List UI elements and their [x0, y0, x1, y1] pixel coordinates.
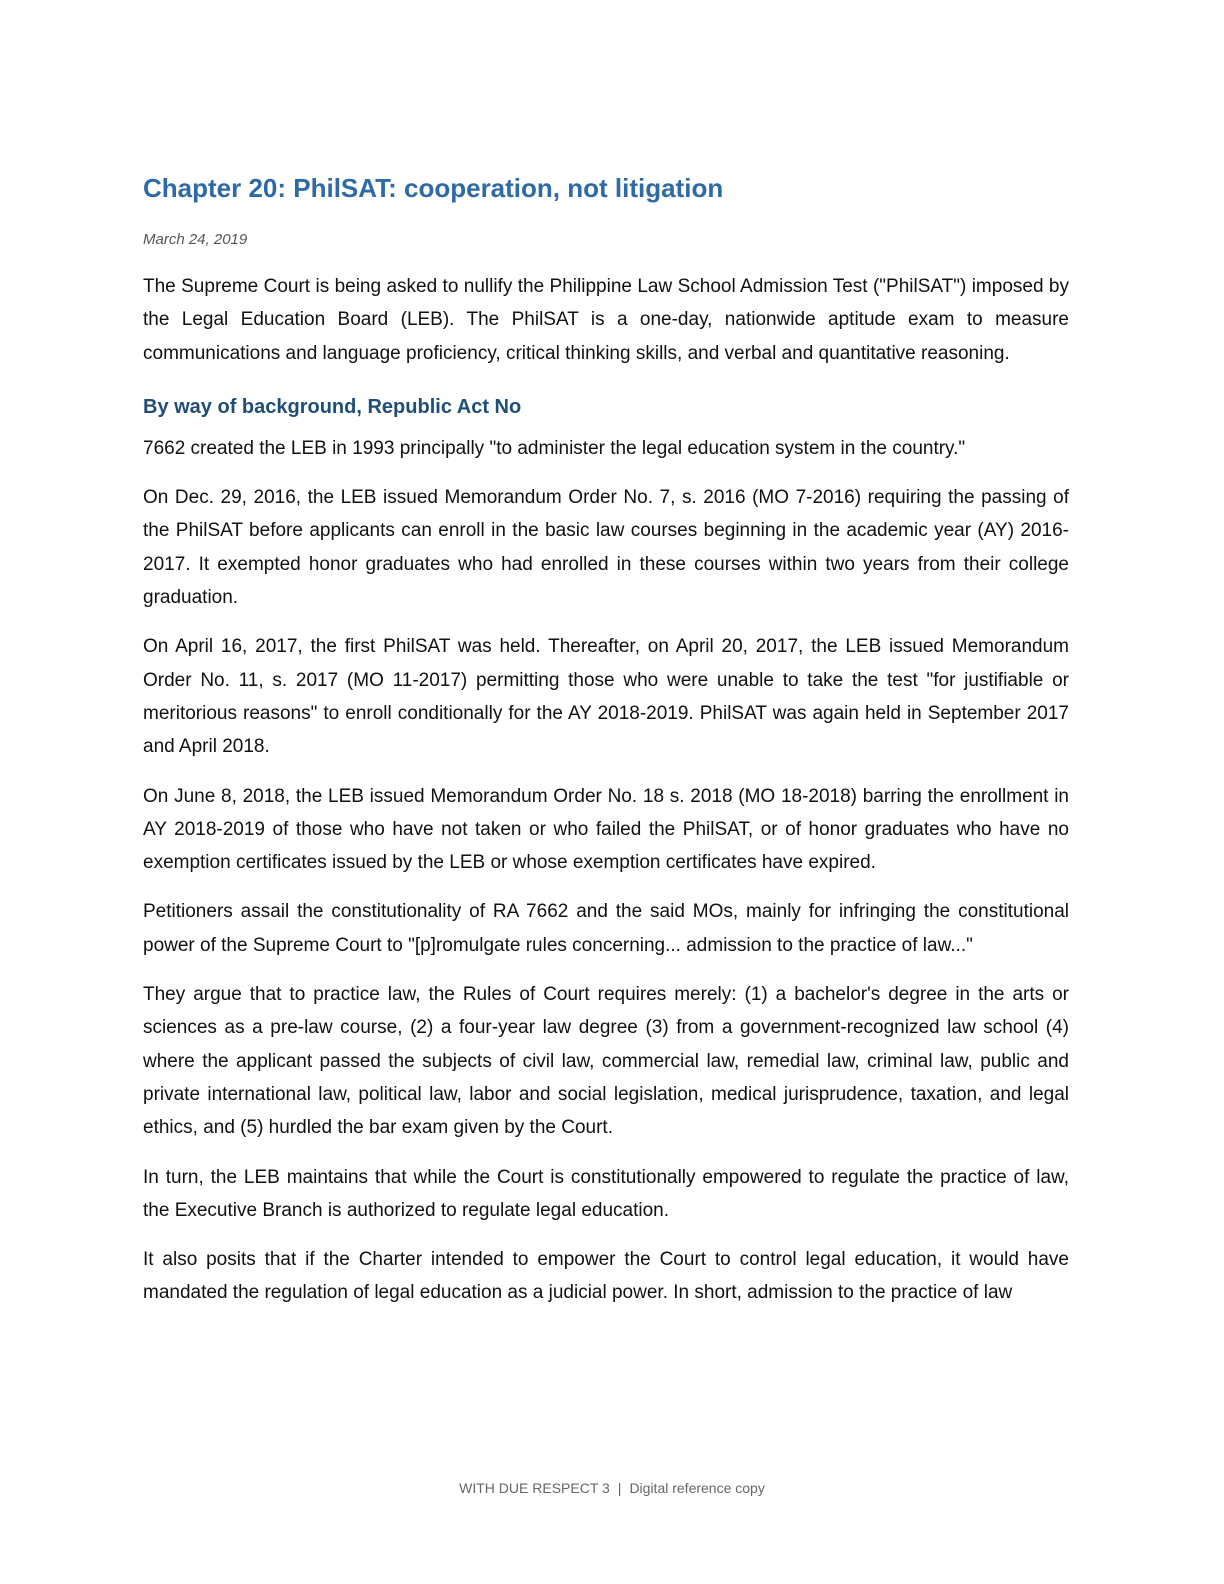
body-paragraph-3: On April 16, 2017, the first PhilSAT was held. Thereafter, on April 20, 2017, the LEB issued Memorandum Order No. 11, s. 2017 (MO 11-2017) permitting those who were unable to take the test "for justifiable or meritorious reasons" to enroll conditionally for the AY 2018-2019. PhilSAT was again held in September 2017 and April 2018. — [143, 636, 1069, 758]
document-page — [143, 168, 1069, 1310]
chapter-title: Chapter 20: PhilSAT: cooperation, not litigation — [143, 173, 724, 203]
intro-paragraph: The Supreme Court is being asked to nullify the Philippine Law School Admission Test ("PhilSAT") imposed by the Legal Education Board (LEB). The PhilSAT is a one-day, nationwide aptitude exam to measure communications and language proficiency, critical thinking skills, and verbal and quantitative reasoning. — [143, 276, 1069, 364]
footer-book-page: WITH DUE RESPECT 3 — [459, 1480, 610, 1496]
footer-separator: | — [617, 1480, 622, 1496]
body-paragraph-8: It also posits that if the Charter intended to empower the Court to control legal education, it would have mandated the regulation of legal education as a judicial power. In short, admission to the practice of law — [143, 1249, 1069, 1304]
section-subheading: By way of background, Republic Act No — [143, 395, 522, 418]
publication-date: March 24, 2019 — [143, 231, 248, 248]
body-paragraph-4: On June 8, 2018, the LEB issued Memorandum Order No. 18 s. 2018 (MO 18-2018) barring the enrollment in AY 2018-2019 of those who have not taken or who failed the PhilSAT, or of honor graduates who have no exemption certificates issued by the LEB or whose exemption certificates have expired. — [143, 785, 1069, 874]
body-paragraph-7: In turn, the LEB maintains that while the Court is constitutionally empowered to regulate the practice of law, the Executive Branch is authorized to regulate legal education. — [143, 1166, 1069, 1221]
body-paragraph-1: 7662 created the LEB in 1993 principally "to administer the legal education system in the country." — [143, 437, 966, 459]
footer-copy-note: Digital reference copy — [629, 1480, 765, 1496]
page-footer — [0, 1478, 1224, 1498]
body-paragraph-6: They argue that to practice law, the Rules of Court requires merely: (1) a bachelor's degree in the arts or sciences as a pre-law course, (2) a four-year law degree (3) from a government-recognized law school (4) where the applicant passed the subjects of civil law, commercial law, remedial law, criminal law, public and private international law, political law, labor and social legislation, medical jurisprudence, taxation, and legal ethics, and (5) hurdled the bar exam given by the Court. — [143, 984, 1069, 1139]
body-paragraph-5: Petitioners assail the constitutionality of RA 7662 and the said MOs, mainly for infringing the constitutional power of the Supreme Court to "[p]romulgate rules concerning... admission to the practice of law..." — [143, 901, 1069, 956]
body-paragraph-2: On Dec. 29, 2016, the LEB issued Memorandum Order No. 7, s. 2016 (MO 7-2016) requiring the passing of the PhilSAT before applicants can enroll in the basic law courses beginning in the academic year (AY) 2016-2017. It exempted honor graduates who had enrolled in these courses within two years from their college graduation. — [143, 487, 1069, 609]
